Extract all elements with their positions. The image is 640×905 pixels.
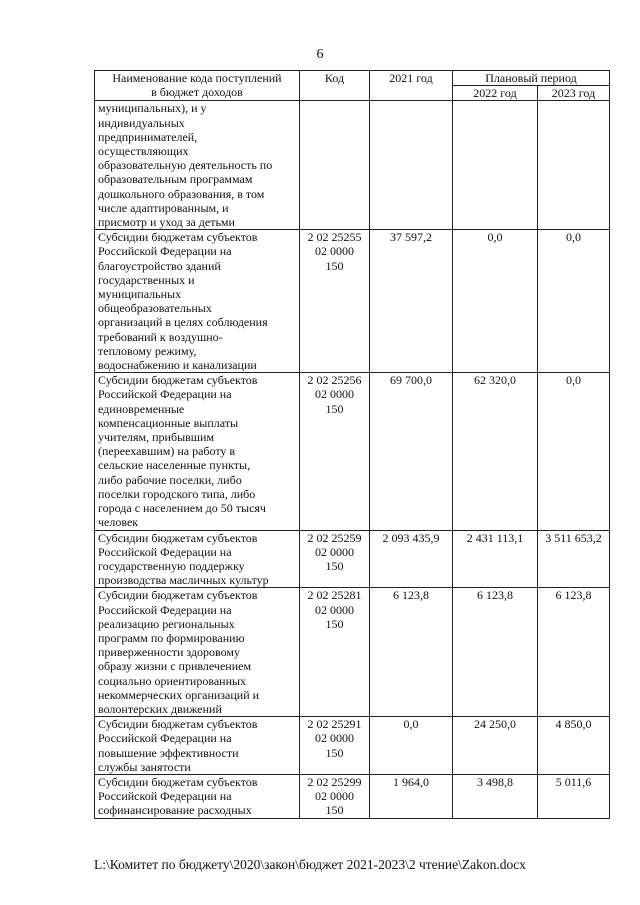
row-code: 2 02 25299 02 0000 150 [300, 774, 370, 818]
table-row [95, 774, 610, 818]
row-2021: 1 964,0 [370, 774, 453, 818]
row-2023: 0,0 [538, 230, 610, 373]
row-2022: 24 250,0 [453, 717, 538, 775]
row-2021: 0,0 [370, 717, 453, 775]
row-name: Субсидии бюджетам субъектов Российской Федерации на софинансирование расходных [95, 774, 300, 818]
row-code: 2 02 25255 02 0000 150 [300, 230, 370, 373]
row-2023: 0,0 [538, 373, 610, 530]
row-2021: 69 700,0 [370, 373, 453, 530]
row-2021: 37 597,2 [370, 230, 453, 373]
footer-file-path: L:\Комитет по бюджету\2020\закон\бюджет 2021-2023\2 чтение\Zakon.docx [94, 857, 526, 872]
row-2022: 62 320,0 [453, 373, 538, 530]
row-2022: 2 431 113,1 [453, 530, 538, 588]
row-2023 [538, 101, 610, 230]
row-code: 2 02 25259 02 0000 150 [300, 530, 370, 588]
col-header-2022: 2022 год [453, 86, 538, 101]
col-header-plan-period: Плановый период [453, 71, 610, 86]
row-name: Субсидии бюджетам субъектов Российской Федерации на единовременные компенсационные выплаты учителям, прибывшим (переехавшим) на работу в сельские населенные пункты, либо рабочие поселки, либо поселки городского типа, либо города с населением до 50 тысяч человек [95, 373, 300, 530]
table-row [95, 373, 610, 530]
row-2022: 6 123,8 [453, 588, 538, 717]
row-2021: 2 093 435,9 [370, 530, 453, 588]
row-name: Субсидии бюджетам субъектов Российской Федерации на повышение эффективности службы занятости [95, 717, 300, 775]
page-number: 6 [316, 47, 324, 62]
row-name: Субсидии бюджетам субъектов Российской Федерации на государственную поддержку производства масличных культур [95, 530, 300, 588]
row-2023: 4 850,0 [538, 717, 610, 775]
row-code: 2 02 25256 02 0000 150 [300, 373, 370, 530]
col-header-name: Наименование кода поступлений в бюджет доходов [95, 71, 300, 101]
table-row [95, 230, 610, 373]
col-header-2021: 2021 год [370, 71, 453, 101]
table-row [95, 101, 610, 230]
table-row [95, 530, 610, 588]
col-header-2023: 2023 год [538, 86, 610, 101]
row-code [300, 101, 370, 230]
row-2022: 0,0 [453, 230, 538, 373]
row-2023: 5 011,6 [538, 774, 610, 818]
row-2022 [453, 101, 538, 230]
row-2022: 3 498,8 [453, 774, 538, 818]
row-2023: 3 511 653,2 [538, 530, 610, 588]
budget-table [94, 70, 610, 819]
col-header-code: Код [300, 71, 370, 101]
row-code: 2 02 25291 02 0000 150 [300, 717, 370, 775]
row-2021 [370, 101, 453, 230]
row-2021: 6 123,8 [370, 588, 453, 717]
table-row [95, 588, 610, 717]
row-name: муниципальных), и у индивидуальных предпринимателей, осуществляющих образовательную деятельность по образовательным программам дошкольного образования, в том числе адаптированным, и присмотр и уход за детьми [95, 101, 300, 230]
row-2023: 6 123,8 [538, 588, 610, 717]
row-name: Субсидии бюджетам субъектов Российской Федерации на благоустройство зданий государственных и муниципальных общеобразовательных организаций в целях соблюдения требований к воздушно- тепловому режиму, водоснабжению и канализации [95, 230, 300, 373]
table-row [95, 717, 610, 775]
row-code: 2 02 25281 02 0000 150 [300, 588, 370, 717]
header-row [95, 71, 610, 86]
row-name: Субсидии бюджетам субъектов Российской Федерации на реализацию региональных программ по формированию приверженности здоровому образу жизни с привлечением социально ориентированных некоммерческих организаций и волонтерских движений [95, 588, 300, 717]
